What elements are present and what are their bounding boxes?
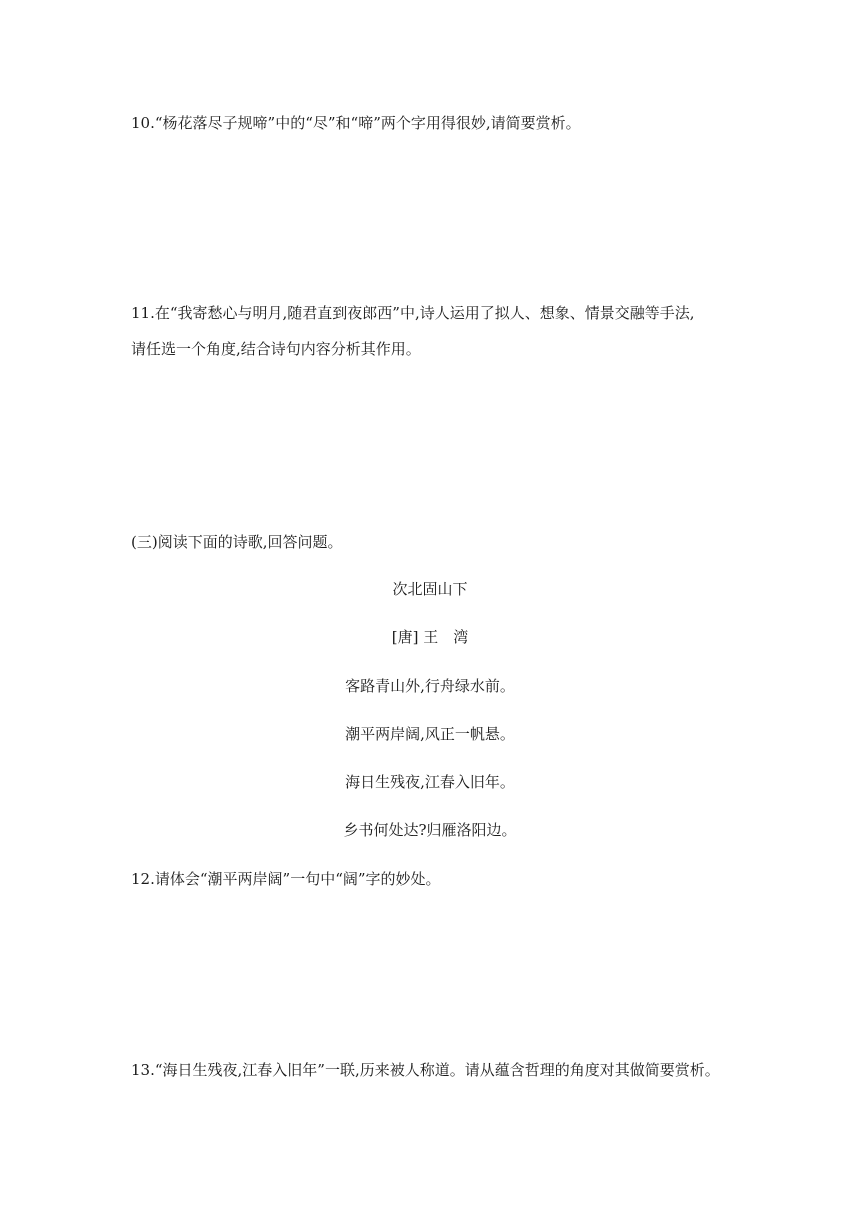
section-3-heading: (三)阅读下面的诗歌,回答问题。 [131, 533, 343, 551]
question-11-line-2: 请任选一个角度,结合诗句内容分析其作用。 [131, 340, 421, 358]
poem-line-4: 乡书何处达?归雁洛阳边。 [343, 821, 517, 839]
poem-author: [唐] 王 湾 [391, 628, 469, 646]
question-11-line-1: 11.在“我寄愁心与明月,随君直到夜郎西”中,诗人运用了拟人、想象、情景交融等手法, [131, 304, 695, 322]
poem-title: 次北固山下 [392, 580, 468, 598]
question-13: 13.“海日生残夜,江春入旧年”一联,历来被人称道。请从蕴含哲理的角度对其做简要赏析。 [131, 1061, 720, 1079]
poem-line-2: 潮平两岸阔,风正一帆悬。 [345, 725, 515, 743]
question-12: 12.请体会“潮平两岸阔”一句中“阔”字的妙处。 [131, 870, 441, 888]
poem-line-1: 客路青山外,行舟绿水前。 [345, 677, 515, 695]
poem-line-3: 海日生残夜,江春入旧年。 [345, 773, 515, 791]
question-10: 10.“杨花落尽子规啼”中的“尽”和“啼”两个字用得很妙,请简要赏析。 [131, 114, 581, 132]
